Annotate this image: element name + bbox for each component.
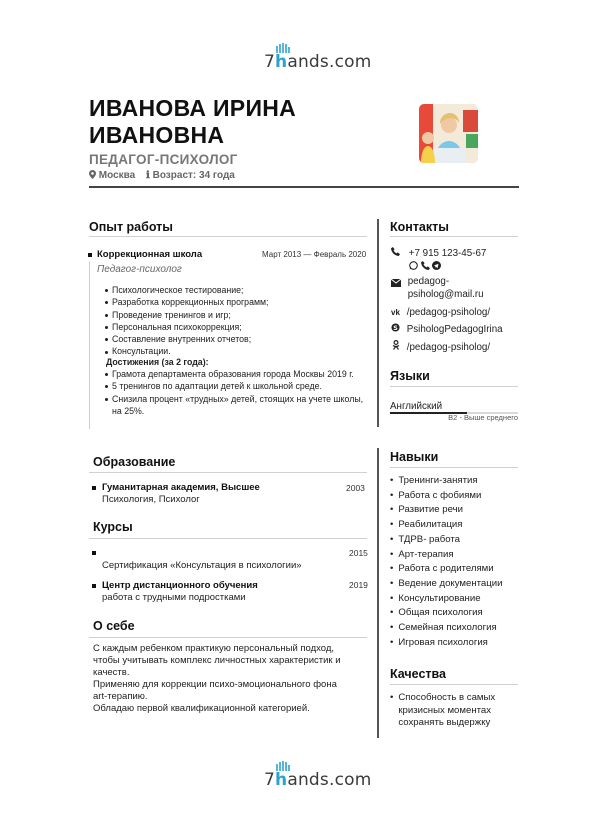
skill-item: • Игровая психология: [390, 636, 530, 651]
about-line: Обладаю первой квалификационной категорией.: [93, 703, 310, 714]
skill-item: • Развитие речи: [390, 503, 530, 518]
skill-item: • Арт-терапия: [390, 548, 530, 563]
experience-heading: Опыт работы: [89, 220, 173, 234]
odnoklassniki-icon: [390, 340, 401, 354]
city: Москва: [98, 170, 136, 181]
full-name: [89, 95, 296, 149]
email-row[interactable]: [390, 276, 484, 301]
meta-line: [89, 170, 235, 181]
whatsapp-icon[interactable]: [409, 261, 418, 270]
achievements-list: [105, 368, 375, 417]
age-label: Возраст:: [152, 170, 197, 181]
quality-line: кризисных моментах: [398, 704, 492, 716]
duty-item: Персональная психокоррекция;: [105, 321, 367, 333]
skills-list: [390, 474, 530, 650]
email-line-1: pedagog-: [407, 276, 450, 287]
skype-icon: [390, 323, 401, 336]
top-logo[interactable]: [264, 52, 372, 72]
job-position: ПЕДАГОГ-ПСИХОЛОГ: [89, 152, 238, 167]
age-value: 34 года: [199, 170, 235, 181]
skill-item: • Ведение документации: [390, 577, 530, 592]
courses-rule: [89, 538, 367, 539]
skype-row[interactable]: [390, 323, 503, 337]
achievement-item: Снизила процент «трудных» детей, стоящих на учете школы, на 25%.: [105, 393, 375, 418]
skill-item: • Тренинги-занятия: [390, 474, 530, 489]
ok-link[interactable]: /pedagog-psiholog/: [406, 342, 491, 353]
quality-line: сохранять выдержку: [398, 717, 491, 728]
hand-icon: [275, 761, 291, 771]
course-year: 2019: [349, 580, 368, 590]
education-heading: Образование: [93, 455, 176, 469]
language-level: B2 - Выше среднего: [448, 413, 518, 422]
duty-item: Консультации.: [105, 345, 367, 357]
logo-rest: ands.com: [287, 770, 372, 790]
role-title: Педагог-психолог: [97, 264, 182, 275]
email-line-2: psiholog@mail.ru: [407, 288, 484, 300]
achievements-title: Достижения (за 2 года):: [106, 357, 209, 367]
skill-item: • Семейная психология: [390, 621, 530, 636]
about-text: [93, 643, 373, 715]
course-bullet: [92, 584, 96, 588]
experience-timeline: [89, 262, 90, 429]
duty-item: Разработка коррекционных программ;: [105, 296, 367, 308]
contacts-rule: [390, 236, 518, 237]
course-name: работа с трудными подростками: [102, 592, 246, 603]
languages-heading: Языки: [390, 369, 430, 383]
about-heading: О себе: [93, 619, 135, 633]
about-rule: [89, 637, 367, 638]
logo-h: h: [275, 52, 287, 72]
experience-period: Март 2013 — Февраль 2020: [262, 250, 367, 259]
logo-digit: 7: [264, 52, 276, 72]
quality-item: • Способность в самых кризисных моментах сохранять выдержку: [390, 692, 496, 728]
skills-heading: Навыки: [390, 450, 439, 464]
duty-item: Психологическое тестирование;: [105, 284, 367, 296]
education-bullet: [92, 486, 96, 490]
name-line-1: ИВАНОВА ИРИНА: [89, 95, 297, 121]
vk-link[interactable]: /pedagog-psiholog/: [406, 307, 491, 318]
email-icon: [390, 278, 401, 291]
telegram-icon[interactable]: [432, 261, 441, 270]
education-rule: [89, 472, 367, 473]
education-field: Психология, Психолог: [102, 494, 200, 505]
phone-icon: [390, 247, 401, 260]
quality-line: Способность в самых: [398, 692, 496, 703]
info-icon: ℹ: [146, 170, 150, 181]
achievement-item: Грамота департамента образования города Москвы 2019 г.: [105, 368, 375, 380]
languages-rule: [390, 386, 518, 387]
education-year: 2003: [346, 483, 365, 493]
logo-h: h: [275, 770, 287, 790]
column-divider-bottom: [377, 448, 379, 738]
experience-bullet: [88, 253, 92, 257]
about-line: Применяю для коррекции психо-эмоционального фона: [93, 679, 337, 690]
skills-rule: [390, 467, 518, 468]
skill-item: • Консультирование: [390, 592, 530, 607]
education-school: Гуманитарная академия, Высшее: [102, 482, 260, 493]
course-bullet: [92, 551, 96, 555]
logo-rest: ands.com: [287, 52, 372, 72]
about-line: качеств.: [93, 667, 130, 678]
skill-item: • Реабилитация: [390, 518, 530, 533]
contacts-heading: Контакты: [390, 220, 449, 234]
about-line: чтобы учитывать комплекс личностных характеристик и: [93, 655, 341, 666]
viber-icon[interactable]: [421, 261, 430, 270]
name-line-2: ИВАНОВНА: [89, 122, 225, 148]
qualities-list: [390, 692, 520, 730]
ok-row[interactable]: [390, 340, 490, 355]
bottom-logo[interactable]: [264, 770, 372, 790]
duties-list: [105, 284, 367, 358]
skill-item: • Общая психология: [390, 606, 530, 621]
profile-photo: [419, 104, 478, 163]
course-org: Центр дистанционного обучения: [102, 580, 258, 591]
skill-item: • Работа с фобиями: [390, 489, 530, 504]
duty-item: Проведение тренингов и игр;: [105, 309, 367, 321]
skype-handle[interactable]: PsihologPedagogIrina: [406, 324, 503, 335]
header-divider: [89, 186, 519, 188]
qualities-rule: [390, 684, 518, 685]
qualities-heading: Качества: [390, 667, 447, 681]
phone-number: +7 915 123-45-67: [408, 248, 487, 259]
skill-item: • Работа с родителями: [390, 562, 530, 577]
duty-item: Составление внутренних отчетов;: [105, 333, 367, 345]
logo-digit: 7: [264, 770, 276, 790]
about-line: С каждым ребенком практикую персональный подход,: [93, 643, 335, 654]
achievement-item: 5 тренингов по адаптации детей к школьной среде.: [105, 380, 375, 392]
experience-rule: [89, 236, 367, 237]
location-icon: [89, 170, 99, 181]
svg-text:S: S: [393, 324, 398, 332]
messenger-icons[interactable]: [409, 261, 441, 272]
vk-row[interactable]: [390, 307, 490, 320]
column-divider-top: [377, 219, 379, 427]
course-year: 2015: [349, 548, 368, 558]
course-name: Сертификация «Консультация в психологии»: [102, 560, 302, 571]
courses-heading: Курсы: [93, 520, 133, 534]
about-line: art-терапию.: [93, 691, 148, 702]
language-name: Английский: [390, 401, 443, 412]
vk-icon: vk: [391, 308, 400, 317]
company-name: Коррекционная школа: [97, 249, 203, 260]
skill-item: • ТДРВ- работа: [390, 533, 530, 548]
hand-icon: [275, 43, 291, 53]
phone-row[interactable]: [390, 247, 486, 261]
